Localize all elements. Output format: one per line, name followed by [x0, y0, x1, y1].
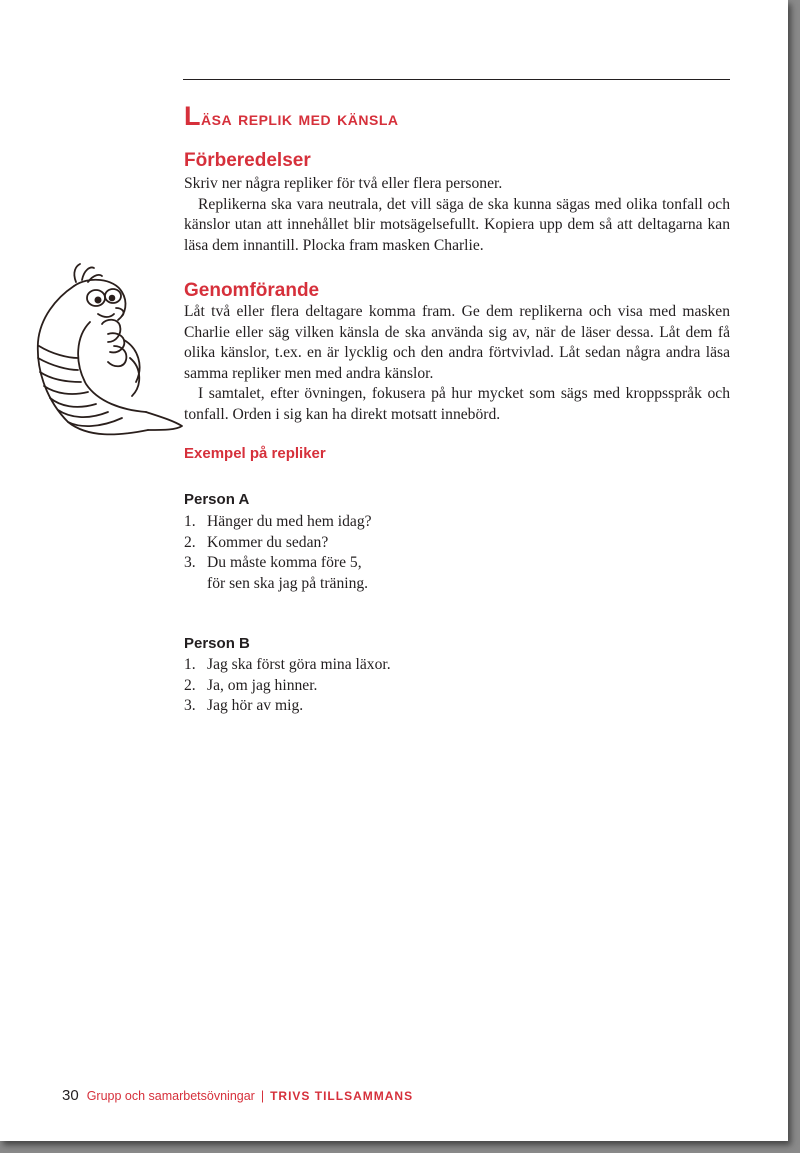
list-text: Ja, om jag hinner. — [207, 676, 318, 694]
list-number: 3. — [184, 697, 196, 715]
list-text: Hänger du med hem idag? — [207, 513, 372, 530]
list-item — [184, 512, 372, 533]
person-b-lines — [184, 655, 391, 717]
list-item — [184, 655, 391, 676]
footer-book-title: TRIVS TILLSAMMANS — [270, 1089, 414, 1103]
page-footer — [62, 1086, 413, 1106]
execution-text — [184, 302, 730, 426]
list-number: 1. — [184, 656, 196, 673]
page-title: Läsa replik med känsla — [184, 101, 399, 131]
list-item — [184, 676, 391, 697]
list-number: 2. — [184, 533, 196, 551]
person-a-lines — [184, 512, 372, 594]
heading-preparation: Förberedelser — [184, 150, 311, 171]
paragraph: Replikerna ska vara neutrala, det vill säga de ska kunna sägas med olika tonfall och känslor utan att innehållet blir motsägelsefullt. Kopiera upp dem så att deltagarna kan läsa dem innantill. Plocka fram masken Charlie. — [184, 195, 730, 254]
list-item — [184, 696, 391, 717]
footer-separator: | — [260, 1089, 265, 1103]
footer-section: Grupp och samarbetsövningar — [86, 1089, 255, 1103]
charlie-worm-drawing-icon — [18, 262, 188, 442]
paragraph: I samtalet, efter övningen, fokusera på hur mycket som sägs med kroppsspråk och tonfall. Orden i sig kan ha direkt motsatt innebörd. — [184, 385, 730, 423]
list-number: 3. — [184, 554, 196, 572]
list-item — [184, 553, 372, 594]
list-item — [184, 533, 372, 554]
list-text: Jag ska först göra mina läxor. — [207, 656, 391, 673]
person-b-label: Person B — [184, 635, 250, 652]
person-a-label: Person A — [184, 491, 250, 508]
paragraph: Låt två eller flera deltagare komma fram. Ge dem replikerna och visa med masken Charlie eller säg vilken känsla de ska använda sig av, när de läser dessa. Låt dem få olika känslor, t.ex. en är lycklig och den andra förtvivlad. Låt sedan några andra läsa samma repliker men med andra känslor. — [184, 303, 730, 382]
paragraph: Skriv ner några repliker för två eller flera personer. — [184, 175, 503, 192]
list-text: Du måste komma före 5, för sen ska jag på träning. — [207, 554, 369, 592]
page-number: 30 — [62, 1087, 79, 1104]
list-number: 2. — [184, 676, 196, 694]
heading-execution: Genomförande — [184, 280, 320, 301]
list-text: Jag hör av mig. — [207, 697, 304, 715]
list-number: 1. — [184, 513, 196, 530]
list-text: Kommer du sedan? — [207, 533, 329, 551]
top-rule — [183, 79, 730, 80]
examples-heading: Exempel på repliker — [184, 445, 326, 462]
preparation-text — [184, 174, 730, 256]
